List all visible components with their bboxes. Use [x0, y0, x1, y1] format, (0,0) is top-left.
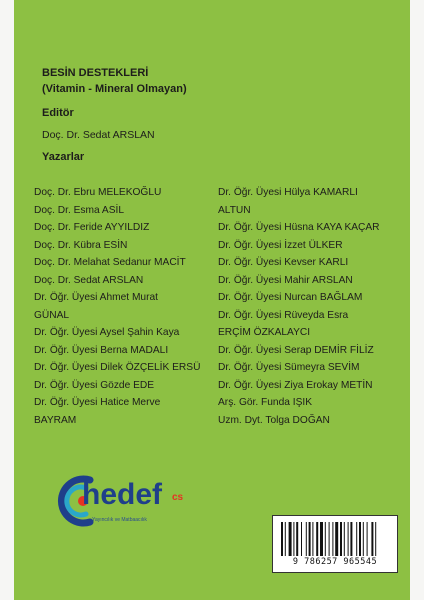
barcode-bars	[281, 522, 389, 556]
author-line: Dr. Öğr. Üyesi Kevser KARLI	[218, 257, 349, 268]
editor-heading: Editör	[42, 107, 74, 119]
book-subtitle: (Vitamin - Mineral Olmayan)	[42, 83, 187, 95]
author-line: Dr. Öğr. Üyesi Aysel Şahin Kaya	[34, 327, 180, 338]
author-line: Dr. Öğr. Üyesi İzzet ÜLKER	[218, 239, 343, 251]
author-line: Dr. Öğr. Üyesi Rüveyda Esra	[218, 309, 349, 321]
publisher-tagline: Yayıncılık ve Matbaacılık	[92, 517, 147, 523]
author-line: Dr. Öğr. Üyesi Ziya Erokay METİN	[218, 379, 373, 391]
editor-name: Doç. Dr. Sedat ARSLAN	[42, 129, 155, 141]
author-line: Uzm. Dyt. Tolga DOĞAN	[218, 414, 330, 426]
publisher-brand-suffix: cs	[172, 492, 184, 503]
book-title: BESİN DESTEKLERİ	[42, 67, 149, 79]
author-line: Dr. Öğr. Üyesi Ahmet Murat	[34, 292, 158, 303]
author-line: Doç. Dr. Melahat Sedanur MACİT	[34, 257, 186, 268]
author-line: Doç. Dr. Feride AYYILDIZ	[34, 222, 150, 233]
author-line: ALTUN	[218, 204, 251, 216]
author-line: Dr. Öğr. Üyesi Sümeyra SEVİM	[218, 362, 360, 373]
author-line: Dr. Öğr. Üyesi Serap DEMİR FİLİZ	[218, 344, 374, 356]
author-line: Dr. Öğr. Üyesi Mahir ARSLAN	[218, 274, 353, 286]
author-line: BAYRAM	[34, 414, 77, 426]
isbn-barcode	[272, 515, 398, 573]
back-cover	[14, 0, 410, 600]
publisher-logo	[52, 470, 192, 532]
isbn-number: 9 786257 965545	[292, 557, 378, 567]
author-line: Dr. Öğr. Üyesi Gözde EDE	[34, 379, 155, 391]
author-line: GÜNAL	[34, 309, 70, 321]
author-line: Arş. Gör. Funda IŞIK	[218, 397, 312, 408]
author-line: Dr. Öğr. Üyesi Nurcan BAĞLAM	[218, 292, 363, 303]
author-line: Doç. Dr. Esma ASİL	[34, 204, 125, 216]
author-line: Dr. Öğr. Üyesi Hülya KAMARLI	[218, 187, 358, 198]
author-line: ERÇİM ÖZKALAYCI	[218, 327, 311, 338]
authors-list-right	[218, 184, 380, 429]
author-line: Dr. Öğr. Üyesi Hüsna KAYA KAÇAR	[218, 222, 380, 233]
author-line: Dr. Öğr. Üyesi Dilek ÖZÇELİK ERSÜ	[34, 362, 201, 373]
author-line: Doç. Dr. Sedat ARSLAN	[34, 274, 144, 286]
authors-heading: Yazarlar	[42, 151, 85, 163]
author-line: Dr. Öğr. Üyesi Hatice Merve	[34, 397, 161, 408]
publisher-brand: hedef	[82, 478, 163, 511]
author-line: Doç. Dr. Ebru MELEKOĞLU	[34, 187, 162, 198]
author-line: Dr. Öğr. Üyesi Berna MADALI	[34, 344, 169, 356]
authors-list-left	[34, 184, 200, 429]
author-line: Doç. Dr. Kübra ESİN	[34, 239, 128, 251]
